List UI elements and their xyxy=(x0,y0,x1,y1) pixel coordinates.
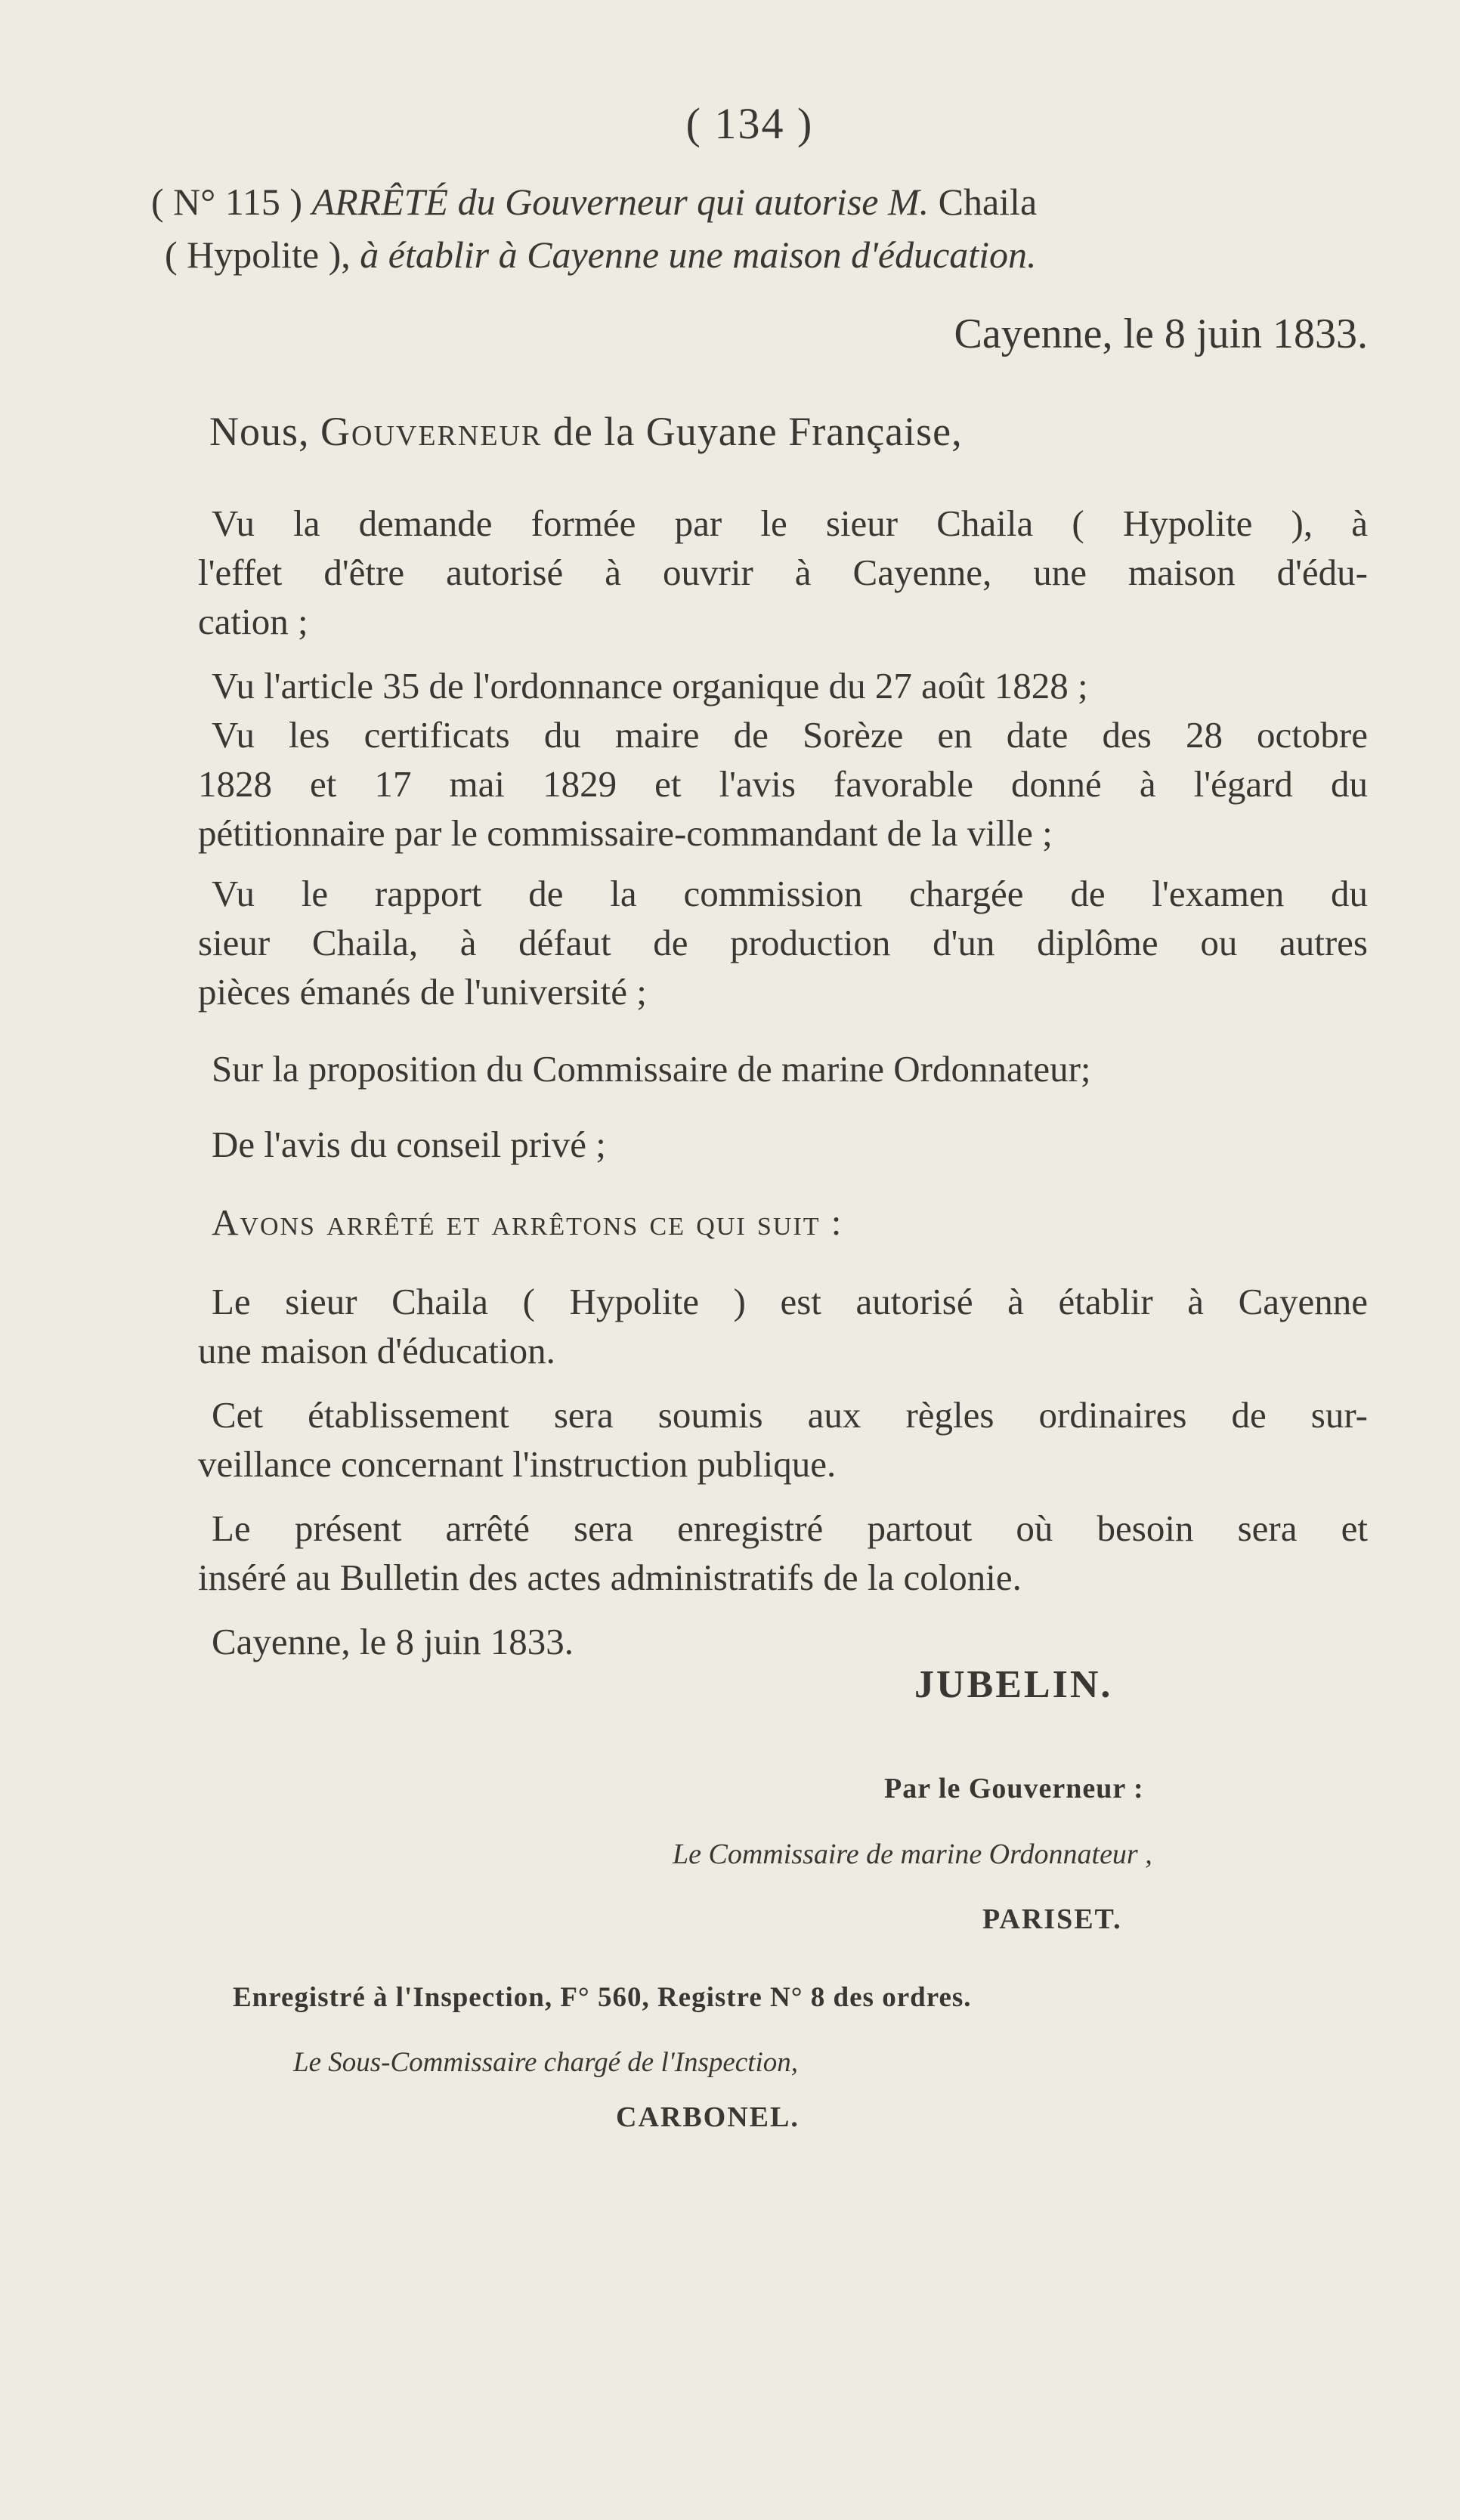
paragraph-6 xyxy=(198,1120,1368,1169)
dateline: Cayenne, le 8 juin 1833. xyxy=(954,311,1368,357)
commissaire-title: Le Commissaire de marine Ordonnateur , xyxy=(673,1838,1152,1870)
sous-commissaire-title: Le Sous-Commissaire chargé de l'Inspection, xyxy=(293,2047,799,2078)
paragraph-line: Avons arrêté et arrêtons ce qui suit : xyxy=(212,1201,843,1243)
paragraph-2 xyxy=(198,661,1368,710)
decree-forename: ( Hypolite ), xyxy=(165,233,351,276)
preamble-nous: Nous, xyxy=(209,409,310,454)
paragraph-line: De l'avis du conseil privé ; xyxy=(212,1124,606,1165)
heading xyxy=(151,175,1360,281)
paragraph-line: Vu la demande formée par le sieur Chaila ( Hypolite ), à xyxy=(212,502,1368,544)
paragraph-line: Le sieur Chaila ( Hypolite ) est autorisé à établir à Cayenne xyxy=(212,1281,1368,1322)
signature-carbonel: CARBONEL. xyxy=(616,2101,800,2133)
paragraph-line: pièces émanés de l'université ; xyxy=(198,971,647,1013)
decree-title-part-2: à établir à Cayenne une maison d'éducation. xyxy=(360,233,1037,276)
decree-title-part-1: ARRÊTÉ du Gouverneur qui autorise M. xyxy=(311,181,930,223)
paragraph-line: pétitionnaire par le commissaire-commandant de la ville ; xyxy=(198,812,1053,854)
paragraph-7 xyxy=(198,1198,1368,1247)
paragraph-line: cation ; xyxy=(198,601,308,642)
paragraph-line: une maison d'éducation. xyxy=(198,1330,555,1371)
paragraph-8 xyxy=(198,1277,1368,1375)
paragraph-line: inséré au Bulletin des actes administratifs de la colonie. xyxy=(198,1557,1022,1598)
preamble xyxy=(209,408,963,455)
decree-number: ( N° 115 ) xyxy=(151,181,303,223)
paragraph-4 xyxy=(198,869,1368,1016)
registration-note: Enregistré à l'Inspection, F° 560, Registre N° 8 des ordres. xyxy=(233,1982,972,2013)
preamble-rest: de la Guyane Française, xyxy=(552,409,963,454)
paragraph-line: veillance concernant l'instruction publique. xyxy=(198,1443,837,1485)
signature-jubelin: JUBELIN. xyxy=(914,1663,1113,1706)
paragraph-line: Vu l'article 35 de l'ordonnance organique du 27 août 1828 ; xyxy=(212,665,1088,707)
paragraph-line: Sur la proposition du Commissaire de marine Ordonnateur; xyxy=(212,1048,1091,1090)
page-number: ( 134 ) xyxy=(685,99,814,148)
signature-pariset: PARISET. xyxy=(982,1903,1122,1935)
paragraph-line: l'effet d'être autorisé à ouvrir à Cayenne, une maison d'édu- xyxy=(198,552,1368,593)
par-le-gouverneur: Par le Gouverneur : xyxy=(884,1773,1144,1804)
paragraph-line: Le présent arrêté sera enregistré partout où besoin sera et xyxy=(212,1507,1368,1549)
paragraph-line: Cet établissement sera soumis aux règles ordinaires de sur- xyxy=(212,1394,1368,1436)
paragraph-line: 1828 et 17 mai 1829 et l'avis favorable donné à l'égard du xyxy=(198,763,1368,805)
paragraph-5 xyxy=(198,1044,1368,1093)
paragraph-3 xyxy=(198,710,1368,858)
decree-name: Chaila xyxy=(938,181,1038,223)
paragraph-9 xyxy=(198,1390,1368,1489)
paragraph-1 xyxy=(198,499,1368,646)
paragraph-10 xyxy=(198,1504,1368,1602)
closing-date: Cayenne, le 8 juin 1833. xyxy=(212,1621,574,1662)
preamble-gouverneur: Gouverneur xyxy=(320,409,543,454)
paragraph-line: sieur Chaila, à défaut de production d'un diplôme ou autres xyxy=(198,922,1368,963)
paragraph-line: Vu le rapport de la commission chargée de l'examen du xyxy=(212,873,1368,914)
paragraph-11 xyxy=(198,1617,1368,1666)
paragraph-line: Vu les certificats du maire de Sorèze en date des 28 octobre xyxy=(212,714,1368,756)
